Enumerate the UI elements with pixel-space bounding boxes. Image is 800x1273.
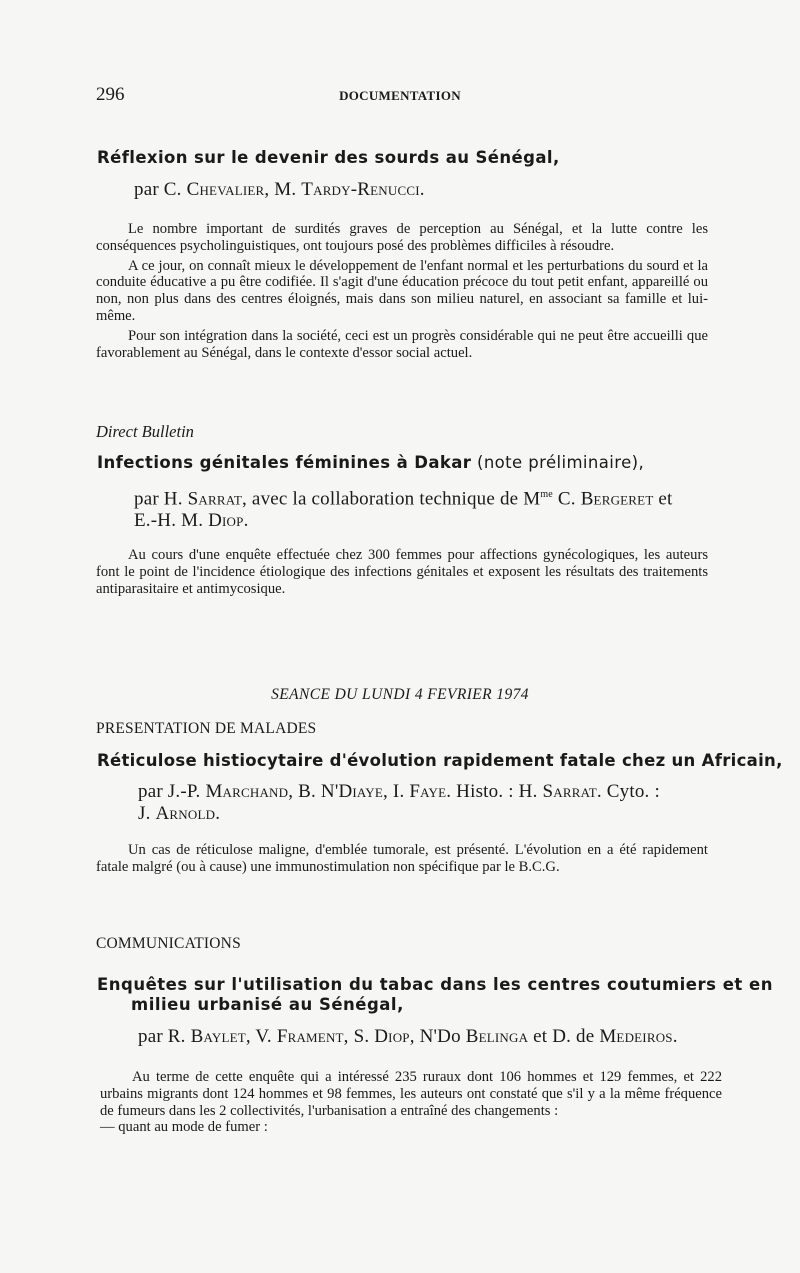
abstract-paragraph: A ce jour, on connaît mieux le développement de l'enfant normal et les perturbations du sourd et la conduite éducative a pu être codifiée. Il s'agit d'une éducation précoce du tout petit enfant, appareillé ou non, non plus dans des centres éloignés, mais dans son milieu naturel, en associant sa famille et lui-même. <box>96 257 708 324</box>
abstract-paragraph: Au terme de cette enquête qui a intéressé 235 ruraux dont 106 hommes et 129 femmes, et 222 urbains migrants dont 124 hommes et 98 femmes, les auteurs ont constaté que s'il y a la même fréquence de fumeurs dans les 2 collectivités, l'urbanisation a entraîné des changements : <box>100 1069 722 1119</box>
title-line: milieu urbanisé au Sénégal, <box>131 995 404 1014</box>
authors-text: . Cyto. : <box>596 781 660 802</box>
authors-line <box>134 510 714 532</box>
authors-text: et <box>653 488 673 510</box>
authors-text: . <box>419 179 425 200</box>
authors-line <box>138 781 718 803</box>
authors-text: . <box>672 1026 678 1047</box>
author-name: Medeiros <box>599 1026 673 1047</box>
author-name: Baylet <box>190 1026 246 1047</box>
authors-text: et D. de <box>528 1026 600 1047</box>
article4-authors <box>138 1026 678 1048</box>
article4-title <box>97 975 773 1014</box>
author-name: Belinga <box>465 1026 529 1047</box>
authors-text: , I. <box>383 781 410 802</box>
running-title: DOCUMENTATION <box>339 88 461 103</box>
article1-title: Réflexion sur le devenir des sourds au Sénégal, <box>97 148 560 167</box>
authors-text: par J.-P. <box>138 781 206 802</box>
authors-text: par H. <box>134 488 188 510</box>
author-name: Arnold <box>155 803 216 824</box>
author-name: Faye <box>409 781 447 802</box>
article2-authors <box>134 484 714 532</box>
authors-text: par C. <box>134 179 187 200</box>
author-name: Diop <box>208 510 244 532</box>
section-presentation: PRESENTATION DE MALADES <box>96 720 317 737</box>
article3-title: Réticulose histiocytaire d'évolution rapidement fatale chez un Africain, <box>97 751 783 770</box>
authors-text: , avec la collaboration technique de M <box>242 488 541 510</box>
authors-line <box>134 484 714 510</box>
authors-text: C. <box>552 488 581 510</box>
author-name: Frament <box>276 1026 344 1047</box>
authors-text: E.-H. M. <box>134 510 209 532</box>
author-name: Sarrat <box>542 781 597 802</box>
abstract-paragraph: Le nombre important de surdités graves de perception au Sénégal, et la lutte contre les conséquences psycholinguistiques, ont toujours posé des problèmes difficiles à résoudre. <box>96 221 708 254</box>
abstract-paragraph: Pour son intégration dans la société, ceci est un progrès considérable qui ne peut être accueilli que favorablement au Sénégal, dans le contexte d'essor social actuel. <box>96 327 708 361</box>
authors-line <box>138 803 718 825</box>
author-name: Diop <box>374 1026 410 1047</box>
article4-abstract <box>100 1069 722 1136</box>
section-communications: COMMUNICATIONS <box>96 935 241 952</box>
article1-authors <box>134 179 425 201</box>
title-note: (note préliminaire), <box>471 453 645 472</box>
author-name: Sarrat <box>187 488 243 510</box>
page-number: 296 <box>96 84 125 105</box>
author-name: Tardy-Renucci <box>301 179 420 200</box>
session-heading: SEANCE DU LUNDI 4 FEVRIER 1974 <box>271 686 529 703</box>
authors-text: , N'Do <box>409 1026 466 1047</box>
section-direct-bulletin: Direct Bulletin <box>96 422 194 441</box>
article3-abstract <box>96 842 708 876</box>
author-name: Bergeret <box>580 488 654 510</box>
authors-text: , V. <box>245 1026 277 1047</box>
authors-text: . <box>243 510 249 532</box>
article1-abstract <box>96 221 708 361</box>
title-bold: Infections génitales féminines à Dakar <box>97 453 472 472</box>
authors-text: , M. <box>264 179 302 200</box>
authors-text: par R. <box>138 1026 191 1047</box>
mme-superscript: me <box>540 489 553 500</box>
author-name: Diaye <box>338 781 384 802</box>
authors-text: , B. N' <box>288 781 339 802</box>
list-item: — quant au mode de fumer : <box>100 1119 268 1136</box>
article3-authors <box>138 781 718 825</box>
title-line: Enquêtes sur l'utilisation du tabac dans les centres coutumiers et en <box>97 975 773 994</box>
authors-text: , S. <box>343 1026 375 1047</box>
authors-text: J. <box>138 803 156 824</box>
article2-title <box>97 453 644 472</box>
abstract-paragraph: Un cas de réticulose maligne, d'emblée tumorale, est présenté. L'évolution en a été rapidement fatale malgré (ou à cause) une immunostimulation non spécifique par le B.C.G. <box>96 842 708 875</box>
authors-text: . Histo. : H. <box>446 781 543 802</box>
abstract-paragraph: Au cours d'une enquête effectuée chez 300 femmes pour affections gynécologiques, les auteurs font le point de l'incidence étiologique des infections génitales et exposent les résultats des traitements antiparasitaire et antimycosique. <box>96 547 708 597</box>
author-name: Chevalier <box>186 179 265 200</box>
authors-text: . <box>215 803 221 824</box>
article2-abstract <box>96 547 708 597</box>
author-name: Marchand <box>205 781 289 802</box>
